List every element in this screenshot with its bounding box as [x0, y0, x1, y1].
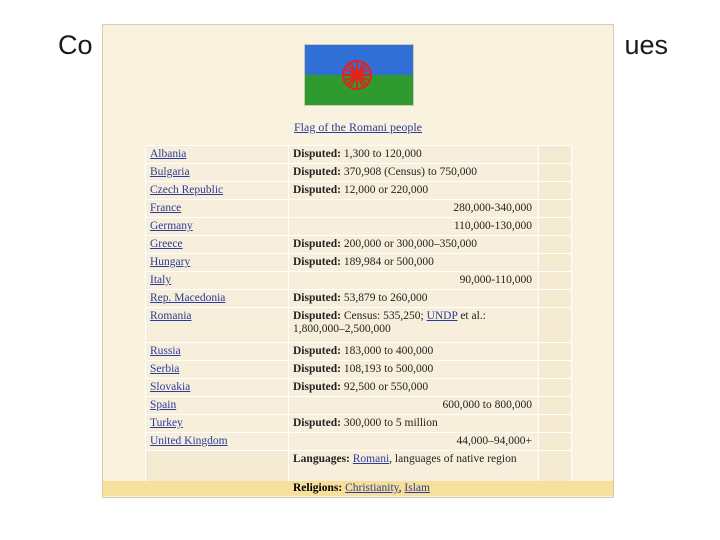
empty-cell	[539, 361, 572, 379]
romani-flag-image	[304, 44, 414, 106]
table-row	[146, 236, 572, 254]
disputed-label: Disputed:	[293, 184, 341, 196]
disputed-label: Disputed:	[293, 166, 341, 178]
population-value: 200,000 or 300,000–350,000	[343, 238, 478, 250]
chakra-wheel-icon	[343, 61, 371, 89]
population-cell	[289, 164, 539, 182]
table-row	[146, 254, 572, 272]
population-value: 44,000–94,000+	[456, 435, 532, 447]
empty-cell	[539, 272, 572, 290]
flag-caption-link[interactable]: Flag of the Romani people	[294, 120, 422, 134]
empty-cell	[539, 236, 572, 254]
country-link[interactable]: Russia	[150, 345, 181, 357]
table-row	[146, 397, 572, 415]
empty-cell	[539, 254, 572, 272]
country-cell	[146, 272, 289, 290]
population-value: 90,000-110,000	[459, 274, 532, 286]
languages-label: Languages:	[293, 453, 350, 465]
disputed-label: Disputed:	[293, 256, 341, 268]
country-cell	[146, 415, 289, 433]
country-cell	[146, 254, 289, 272]
religion-link-christianity[interactable]: Christianity	[345, 482, 399, 494]
population-value: 1,300 to 120,000	[343, 148, 422, 160]
population-value: 370,908 (Census) to 750,000	[343, 166, 478, 178]
population-cell	[289, 200, 539, 218]
population-value: 189,984 or 500,000	[343, 256, 434, 268]
etal-text: et al.:	[460, 310, 486, 322]
table-row	[146, 290, 572, 308]
country-link[interactable]: United Kingdom	[150, 435, 228, 447]
table-row	[146, 146, 572, 164]
population-cell	[289, 218, 539, 236]
country-link[interactable]: Hungary	[150, 256, 191, 268]
population-cell	[289, 361, 539, 379]
population-cell	[289, 308, 539, 343]
population-value: 280,000-340,000	[453, 202, 532, 214]
population-value: 110,000-130,000	[453, 220, 532, 232]
country-link[interactable]: Albania	[150, 148, 187, 160]
disputed-label: Disputed:	[293, 238, 341, 250]
religions-label: Religions:	[293, 482, 343, 494]
empty-cell	[539, 290, 572, 308]
undp-link[interactable]: UNDP	[426, 310, 458, 322]
country-cell	[146, 290, 289, 308]
table-row	[146, 415, 572, 433]
table-row-romania	[146, 308, 572, 343]
religion-link-islam[interactable]: Islam	[404, 482, 430, 494]
country-link[interactable]: France	[150, 202, 182, 214]
country-link[interactable]: Slovakia	[150, 381, 191, 393]
population-table	[145, 145, 572, 486]
empty-cell	[539, 146, 572, 164]
population-cell	[289, 254, 539, 272]
table-row	[146, 272, 572, 290]
languages-rest: , languages of native region	[389, 453, 517, 465]
table-row	[146, 379, 572, 397]
infobox-panel	[102, 24, 614, 498]
country-cell	[146, 236, 289, 254]
disputed-label: Disputed:	[293, 381, 341, 393]
population-value: 600,000 to 800,000	[442, 399, 532, 411]
country-cell	[146, 343, 289, 361]
country-link[interactable]: Bulgaria	[150, 166, 190, 178]
population-value: 12,000 or 220,000	[343, 184, 429, 196]
country-link[interactable]: Germany	[150, 220, 193, 232]
table-row	[146, 433, 572, 451]
disputed-label: Disputed:	[293, 417, 341, 429]
country-link[interactable]: Serbia	[150, 363, 180, 375]
population-cell	[289, 433, 539, 451]
population-value: 300,000 to 5 million	[343, 417, 438, 429]
table-row	[146, 218, 572, 236]
table-row	[146, 200, 572, 218]
slide-title-right: ues	[624, 30, 668, 60]
country-link[interactable]: Rep. Macedonia	[150, 292, 226, 304]
country-cell	[146, 182, 289, 200]
disputed-label: Disputed:	[293, 310, 341, 322]
country-link[interactable]: Czech Republic	[150, 184, 224, 196]
empty-cell	[539, 164, 572, 182]
religion-separator: ,	[398, 482, 402, 494]
disputed-label: Disputed:	[293, 345, 341, 357]
population-cell	[289, 379, 539, 397]
romani-language-link[interactable]: Romani	[352, 453, 390, 465]
population-cell	[289, 146, 539, 164]
country-cell	[146, 433, 289, 451]
empty-cell	[539, 218, 572, 236]
country-cell	[146, 361, 289, 379]
empty-cell	[539, 200, 572, 218]
empty-cell	[539, 397, 572, 415]
country-link[interactable]: Spain	[150, 399, 177, 411]
romania-range: 1,800,000–2,500,000	[293, 323, 391, 335]
population-cell	[289, 182, 539, 200]
population-value: 92,500 or 550,000	[343, 381, 429, 393]
country-cell	[146, 308, 289, 343]
country-link[interactable]: Greece	[150, 238, 183, 250]
country-cell	[146, 146, 289, 164]
population-cell	[289, 397, 539, 415]
country-cell	[146, 164, 289, 182]
country-cell	[146, 218, 289, 236]
disputed-label: Disputed:	[293, 148, 341, 160]
empty-cell	[539, 182, 572, 200]
table-row	[146, 164, 572, 182]
disputed-label: Disputed:	[293, 363, 341, 375]
country-link[interactable]: Italy	[150, 274, 172, 286]
country-cell	[146, 397, 289, 415]
population-cell	[289, 272, 539, 290]
table-row	[146, 361, 572, 379]
table-row	[146, 182, 572, 200]
disputed-label: Disputed:	[293, 292, 341, 304]
population-cell	[289, 415, 539, 433]
slide-title-left: Co	[58, 30, 93, 60]
country-cell	[146, 200, 289, 218]
country-cell	[146, 379, 289, 397]
country-link[interactable]: Turkey	[150, 417, 183, 429]
table-row	[146, 343, 572, 361]
census-text: Census: 535,250;	[343, 310, 424, 322]
empty-cell	[539, 308, 572, 343]
empty-cell	[539, 415, 572, 433]
population-value: 53,879 to 260,000	[343, 292, 428, 304]
empty-cell	[539, 433, 572, 451]
population-value: 183,000 to 400,000	[343, 345, 434, 357]
population-cell	[289, 343, 539, 361]
empty-cell	[539, 343, 572, 361]
population-cell	[289, 236, 539, 254]
religions-row	[103, 481, 613, 496]
empty-cell	[539, 379, 572, 397]
population-value: 108,193 to 500,000	[343, 363, 434, 375]
country-link[interactable]: Romania	[150, 310, 192, 322]
population-cell	[289, 290, 539, 308]
